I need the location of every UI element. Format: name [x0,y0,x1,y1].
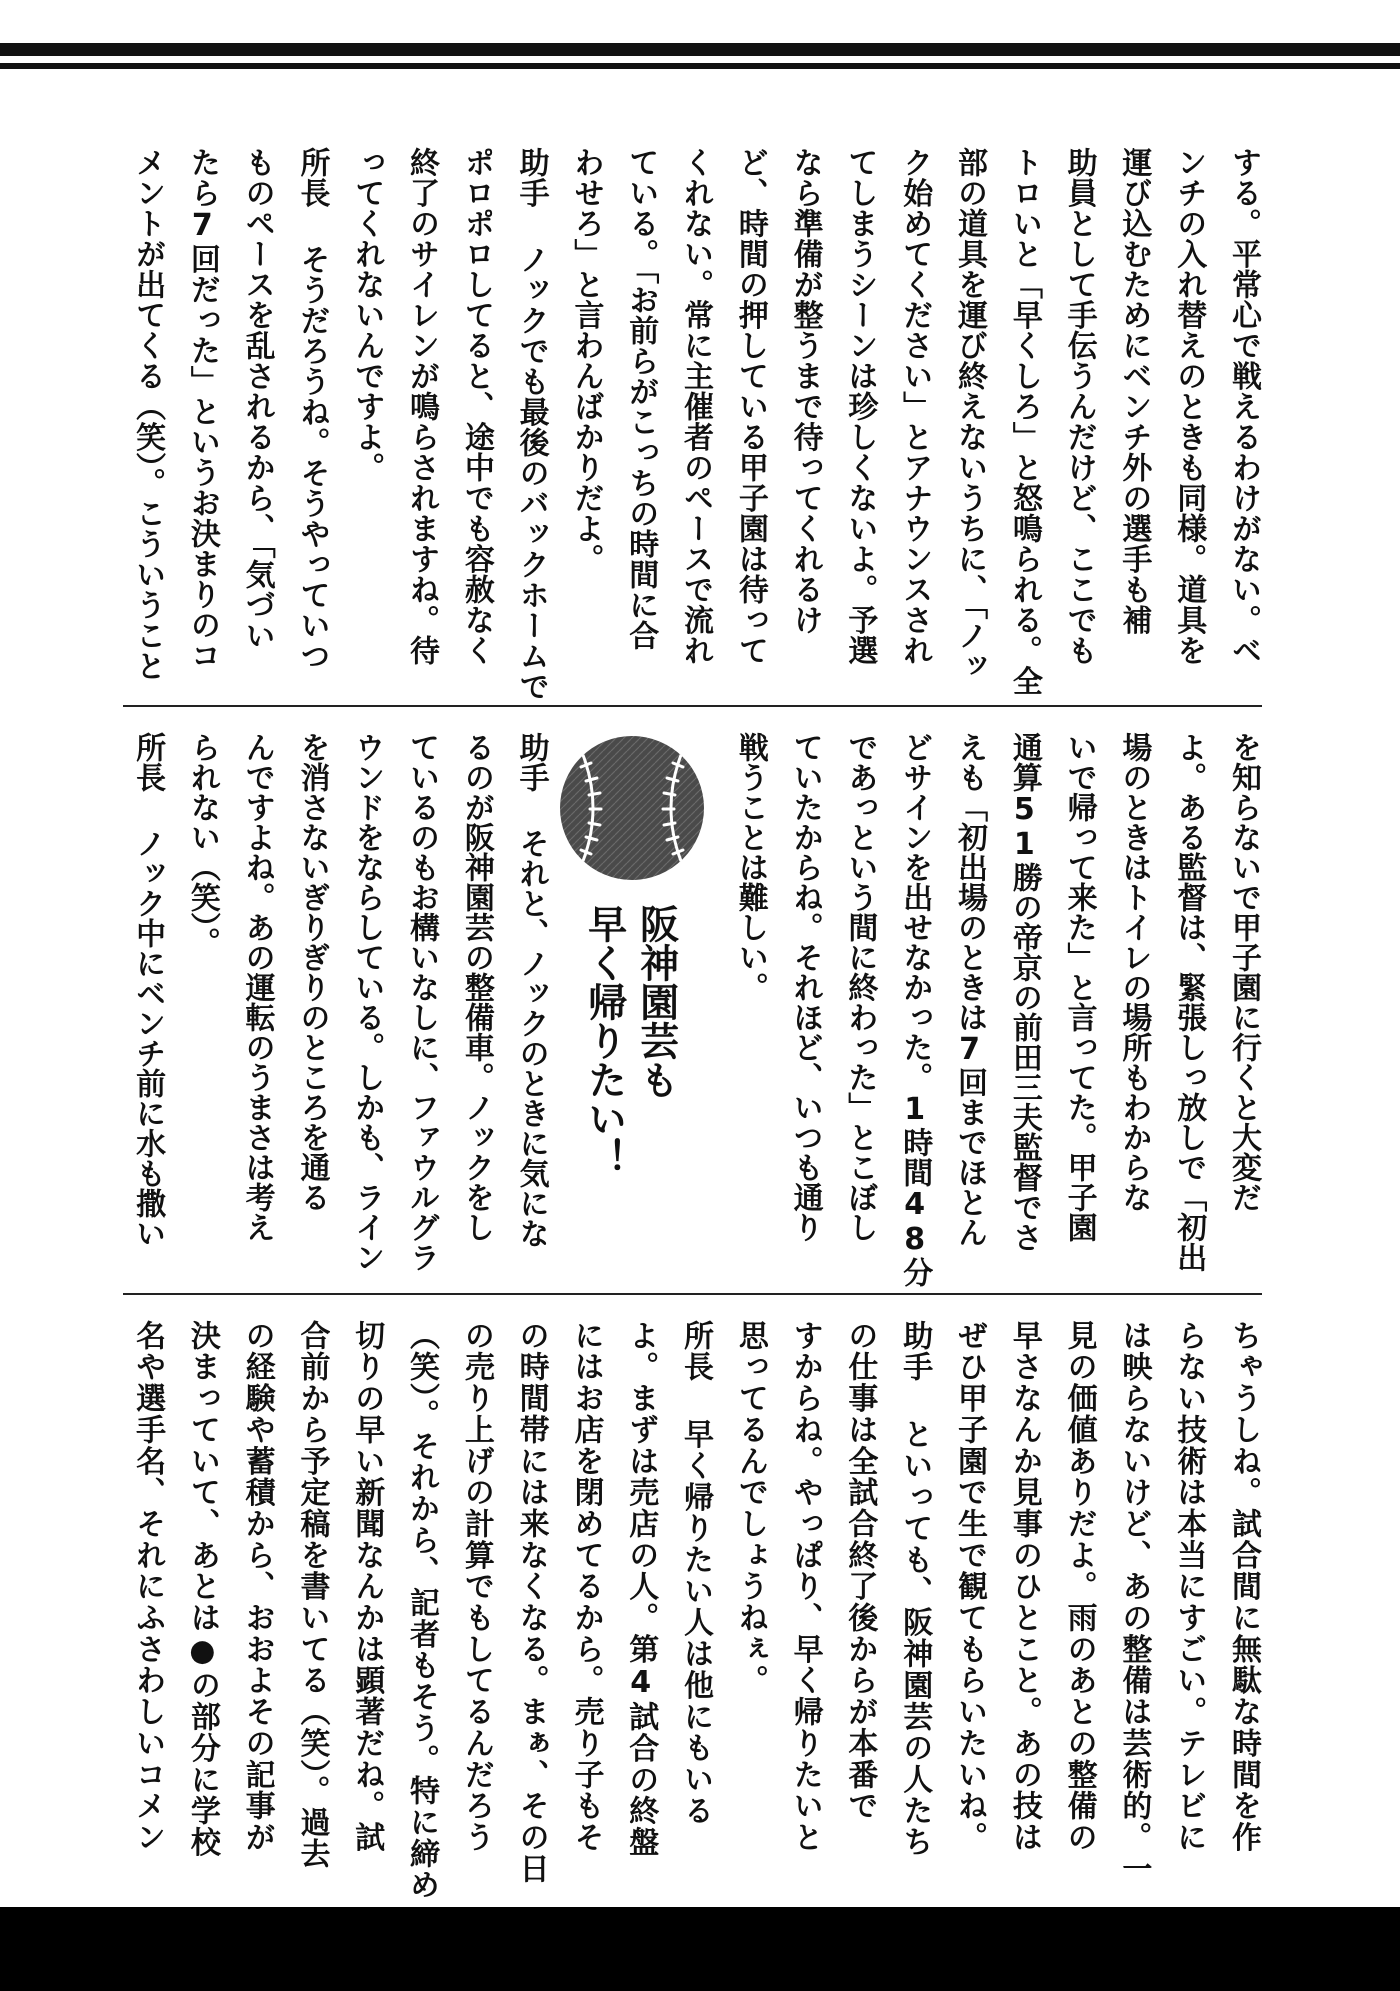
column-text: 場のときはトイレの場所もわからな [1116,732,1152,1212]
band-separator [123,1293,1262,1295]
column-text: ポロポロしてると、途中でも容赦なく [458,147,494,666]
column-text: 助員として手伝うんだけど、ここでも [1061,147,1097,666]
speaker-label: 所長 [130,732,166,792]
column-text: わせろ」と言わんばかりだよ。 [568,147,604,574]
text-column [229,732,284,1272]
text-column [174,1320,229,1885]
text-column [119,732,174,1272]
column-text: すからね。やっぱり、早く帰りたいと [787,1320,823,1853]
column-text: の経験や蓄積から、おおよその記事が [239,1320,275,1853]
text-column [338,1320,393,1885]
text-column [722,1320,777,1885]
speaker-label: 助手 [513,732,549,792]
column-text: 戦うことは難しい。 [732,732,768,1002]
text-column [612,1320,667,1885]
text-column [996,732,1051,1272]
text-band-bottom [119,1320,1270,1901]
text-column [174,147,229,696]
text-column [1160,732,1215,1272]
speaker-label: 所長 [294,147,330,208]
text-column [448,732,503,1272]
text-column [667,147,722,696]
column-text: ている。「お前らがこっちの時間に合 [623,147,659,651]
column-text: の売り上げの計算でもしてるんだろう [458,1320,494,1853]
column-text: どサインを出せなかった。1時間48分 [897,732,933,1287]
text-column [393,147,448,696]
text-column [996,147,1051,696]
text-column [777,1320,832,1885]
text-column [996,1320,1051,1885]
column-text: ているのもお構いなしに、ファウルグラ [404,732,440,1272]
column-text: 運び込むためにベンチ外の選手も補 [1116,147,1152,635]
column-text: といっても、阪神園芸の人たち [897,1418,933,1858]
column-text: たら7回だった」というお決まりのコ [184,147,220,671]
column-text: えも「初出場のときは7回までほとん [952,732,988,1247]
column-text: の仕事は全試合終了後からが本番で [842,1320,878,1822]
text-column [284,1320,339,1885]
column-text: 部の道具を運び終えないうちに、「ノッ [952,147,988,681]
text-column [558,1320,613,1885]
column-text: んですよね。あの運転のうまさは考え [239,732,275,1242]
column-text: いで帰って来た」と言ってた。甲子園 [1061,732,1097,1242]
column-text: なら準備が整うまで待ってくれるけ [787,147,823,635]
column-text: は映らないけど、あの整備は芸術的。一 [1116,1320,1152,1885]
column-text: ってくれないんですよ。 [349,147,385,483]
heading-line-2: 早く帰りたい！ [581,904,627,1177]
text-column [667,1320,722,1885]
column-text: られない（笑）。 [184,732,220,957]
column-text: にはお店を閉めてるから。売り子もそ [568,1320,604,1853]
text-column [1051,1320,1106,1885]
text-column [119,1320,174,1885]
band-separator [123,705,1262,707]
text-column [777,732,832,1272]
column-text: 終了のサイレンが鳴らされますね。待 [404,147,440,666]
column-text: 合前から予定稿を書いてる（笑）。過去 [294,1320,330,1870]
text-column [558,147,613,696]
column-text: ンチの入れ替えのときも同様。道具を [1171,147,1207,666]
text-column [503,147,558,702]
column-text: 通算51勝の帝京の前田三夫監督でさ [1006,732,1042,1252]
text-column [722,147,777,696]
baseball-icon [559,735,705,881]
text-band-top [119,147,1270,702]
text-column [448,1320,503,1885]
column-text: るのが阪神園芸の整備車。ノックをし [458,732,494,1242]
text-column [722,732,777,1272]
column-text: 名や選手名、それにふさわしいコメン [130,1320,166,1853]
heading-line-1: 阪神園芸も [633,904,679,1099]
header-rule-thick [0,43,1400,56]
column-text: の時間帯には来なくなる。まぁ、その日 [513,1320,549,1885]
text-column [777,147,832,696]
text-column [1106,1320,1161,1885]
column-text: （笑）。それから、記者もそう。特に締め [404,1320,440,1901]
text-column [119,147,174,696]
column-text: ちゃうしね。試合間に無駄な時間を作 [1226,1320,1261,1853]
text-column [832,732,887,1272]
text-column [612,147,667,696]
text-column [1106,732,1161,1272]
column-text: 早さなんか見事のひとこと。あの技は [1006,1320,1042,1853]
text-column [832,1320,887,1885]
column-text: それと、ノックのときに気にな [513,828,549,1248]
column-text: ど、時間の押している甲子園は待って [732,147,768,666]
text-column [338,147,393,696]
text-band-middle [119,732,1270,1287]
column-text: 切りの早い新聞なんかは顕著だね。試 [349,1320,385,1853]
text-column [1215,147,1270,696]
column-text: を知らないで甲子園に行くと大変だ [1226,732,1261,1212]
column-text: トロいと「早くしろ」と怒鳴られる。全 [1006,147,1042,696]
column-text: ノックでも最後のバックホームで [513,244,549,702]
column-text: 見の価値ありだよ。雨のあとの整備の [1061,1320,1097,1853]
text-column [941,732,996,1272]
text-column [1051,147,1106,696]
column-text: よ。ある監督は、緊張しっ放しで「初出 [1171,732,1207,1272]
text-column [1160,147,1215,696]
column-text: ものペースを乱されるから、「気づい [239,147,275,651]
column-text: ノック中にベンチ前に水も撒い [130,828,166,1248]
text-column [393,1320,448,1901]
text-column [832,147,887,696]
column-text: する。平常心で戦えるわけがない。ベ [1226,147,1261,666]
text-column [174,732,229,1272]
column-text: よ。まずは売店の人。第4試合の終盤 [623,1320,659,1858]
text-column [1160,1320,1215,1885]
column-text: ウンドをならしている。しかも、ライン [349,732,385,1272]
speaker-label: 所長 [678,1320,714,1383]
text-column [1215,1320,1270,1885]
text-column [941,147,996,696]
text-column [284,147,339,696]
text-column [941,1320,996,1885]
text-column [503,732,558,1272]
column-text: メントが出てくる（笑）。こういうこと [130,147,166,681]
column-text: そうだろうね。そうやっていつ [294,244,330,671]
text-column [1106,147,1161,696]
column-text: 決まっていて、あとは●の部分に学校 [184,1320,220,1858]
speaker-label: 助手 [897,1320,933,1383]
text-column [886,147,941,696]
column-text: らない技術は本当にすごい。テレビに [1171,1320,1207,1853]
text-column [393,732,448,1272]
column-text: ぜひ甲子園で生で観てもらいたいね。 [952,1320,988,1853]
text-column [1051,732,1106,1272]
column-text: くれない。常に主催者のペースで流れ [678,147,714,666]
section-heading [558,732,722,1272]
header-rule-thin [0,63,1400,69]
speaker-label: 助手 [513,147,549,208]
column-text: 早く帰りたい人は他にもいる [678,1418,714,1827]
text-column [886,732,941,1287]
text-column [284,732,339,1272]
text-column [448,147,503,696]
column-text: ていたからね。それほど、いつも通り [787,732,823,1242]
footer-black-band [0,1907,1400,1991]
text-column [229,147,284,696]
text-column [338,732,393,1272]
column-text: ク始めてください」とアナウンスされ [897,147,933,666]
column-text: てしまうシーンは珍しくないよ。予選 [842,147,878,666]
text-column [503,1320,558,1885]
column-text: であっという間に終わった」とこぼし [842,732,878,1242]
text-column [1215,732,1270,1272]
text-column [229,1320,284,1885]
text-column [886,1320,941,1885]
column-text: を消さないぎりぎりのところを通る [294,732,330,1212]
column-text: 思ってるんでしょうねぇ。 [732,1320,768,1697]
